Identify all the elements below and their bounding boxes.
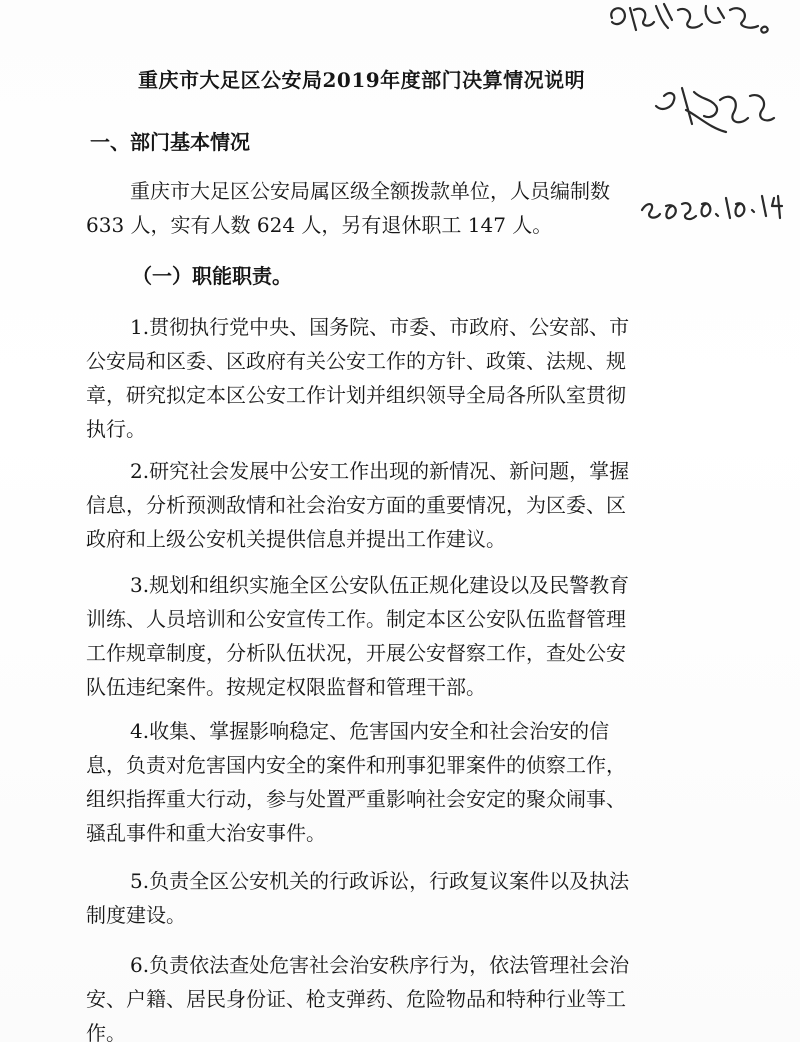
duty-1-line-2: 公安局和区委、区政府有关公安工作的方针、政策、法规、规	[86, 349, 626, 373]
duty-paragraph-2	[86, 454, 686, 556]
intro-paragraph	[86, 174, 686, 242]
duty-4-line-1: 4.收集、掌握影响稳定、危害国内安全和社会治安的信	[130, 719, 610, 743]
duty-4-line-4: 骚乱事件和重大治安事件。	[86, 821, 326, 845]
duty-5-line-2: 制度建设。	[86, 903, 186, 927]
duty-6-line-1: 6.负责依法查处危害社会治安秩序行为，依法管理社会治	[130, 953, 630, 977]
duty-3-line-2: 训练、人员培训和公安宣传工作。制定本区公安队伍监督管理	[86, 607, 626, 631]
duty-paragraph-5	[86, 864, 686, 932]
duty-6-line-3: 作。	[86, 1021, 126, 1042]
duty-1-line-4: 执行。	[86, 417, 146, 441]
duty-paragraph-3	[86, 568, 686, 704]
section-heading-basic-info: 一、部门基本情况	[90, 130, 250, 154]
duty-2-line-1: 2.研究社会发展中公安工作出现的新情况、新问题，掌握	[130, 459, 630, 483]
duty-2-line-2: 信息，分析预测敌情和社会治安方面的重要情况，为区委、区	[86, 493, 626, 517]
subsection-heading-duties: （一）职能职责。	[132, 264, 292, 288]
duty-paragraph-6	[86, 948, 686, 1042]
duty-5-line-1: 5.负责全区公安机关的行政诉讼，行政复议案件以及执法	[130, 869, 630, 893]
duty-6-line-2: 安、户籍、居民身份证、枪支弹药、危险物品和特种行业等工	[86, 987, 626, 1011]
duty-4-line-3: 组织指挥重大行动，参与处置严重影响社会安定的聚众闹事、	[86, 787, 626, 811]
duty-paragraph-1	[86, 310, 686, 446]
duty-3-line-4: 队伍违纪案件。按规定权限监督和管理干部。	[86, 675, 486, 699]
intro-line-1: 重庆市大足区公安局属区级全额拨款单位，人员编制数	[130, 179, 610, 203]
duty-4-line-2: 息，负责对危害国内安全的案件和刑事犯罪案件的侦察工作，	[86, 753, 626, 777]
duty-3-line-3: 工作规章制度，分析队伍状况，开展公安督察工作，查处公安	[86, 641, 626, 665]
duty-paragraph-4	[86, 714, 686, 850]
duty-3-line-1: 3.规划和组织实施全区公安队伍正规化建设以及民警教育	[130, 573, 630, 597]
duty-1-line-1: 1.贯彻执行党中央、国务院、市委、市政府、公安部、市	[130, 315, 630, 339]
intro-line-2: 633 人，实有人数 624 人，另有退休职工 147 人。	[86, 213, 553, 237]
duty-1-line-3: 章，研究拟定本区公安工作计划并组织领导全局各所队室贯彻	[86, 383, 626, 407]
duty-2-line-3: 政府和上级公安机关提供信息并提出工作建议。	[86, 527, 506, 551]
document-title: 重庆市大足区公安局2019年度部门决算情况说明	[138, 68, 586, 92]
